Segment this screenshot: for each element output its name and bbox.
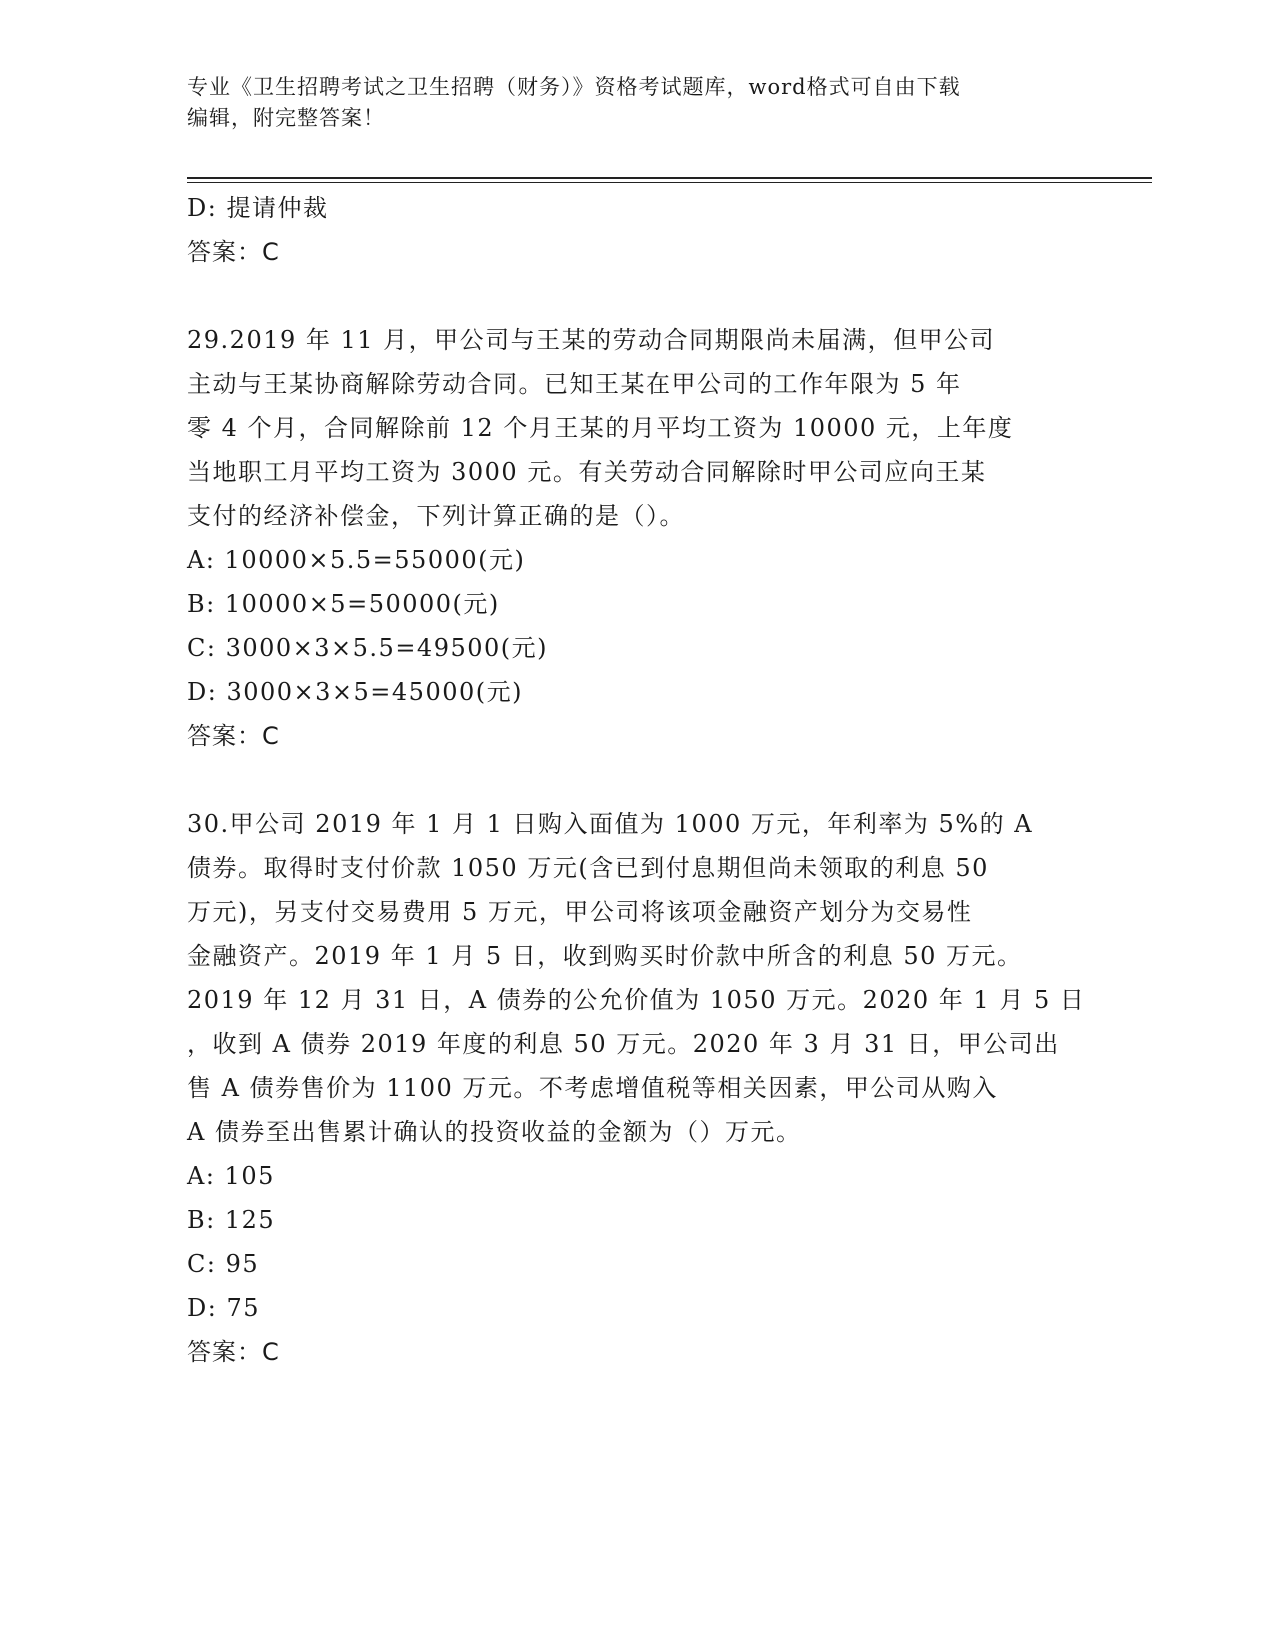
q30-answer: 答案：C [187,1338,280,1366]
q30-option-a: A: 105 [187,1162,275,1190]
q29-option-a: A: 10000×5.5=55000(元) [187,546,526,574]
q30-stem-line: 2019 年 12 月 31 日，A 债券的公允价值为 1050 万元。2020 年 1 月 5 日 [187,986,1086,1014]
document-header [187,72,1087,134]
header-divider-thin [187,182,1152,183]
q29-stem-line: 29.2019 年 11 月，甲公司与王某的劳动合同期限尚未届满，但甲公司 [187,326,996,354]
q30-stem-line: 万元)，另支付交易费用 5 万元，甲公司将该项金融资产划分为交易性 [187,898,973,926]
q29-answer: 答案：C [187,722,280,750]
q29-option-c: C: 3000×3×5.5=49500(元) [187,634,548,662]
q29-option-d: D: 3000×3×5=45000(元) [187,678,523,706]
header-line-1: 专业《卫生招聘考试之卫生招聘（财务）》资格考试题库，word格式可自由下载 [187,75,961,99]
q30-stem-line: ，收到 A 债券 2019 年度的利息 50 万元。2020 年 3 月 31 日，甲公司出 [187,1030,1060,1058]
q29-stem-line: 当地职工月平均工资为 3000 元。有关劳动合同解除时甲公司应向王某 [187,458,987,486]
q30-option-c: C: 95 [187,1250,260,1278]
q30-option-b: B: 125 [187,1206,276,1234]
q30-stem-line: 债券。取得时支付价款 1050 万元(含已到付息期但尚未领取的利息 50 [187,854,989,882]
header-line-2: 编辑，附完整答案！ [187,106,385,130]
prev-answer: 答案：C [187,238,280,266]
q30-stem-line: 金融资产。2019 年 1 月 5 日，收到购买时价款中所含的利息 50 万元。 [187,942,1023,970]
q29-stem-line: 零 4 个月，合同解除前 12 个月王某的月平均工资为 10000 元，上年度 [187,414,1014,442]
q29-option-b: B: 10000×5=50000(元) [187,590,500,618]
header-divider-thick [187,177,1152,179]
q30-stem-line: 30.甲公司 2019 年 1 月 1 日购入面值为 1000 万元，年利率为 5%的 A [187,810,1034,838]
q30-option-d: D: 75 [187,1294,260,1322]
q29-stem-line: 主动与王某协商解除劳动合同。已知王某在甲公司的工作年限为 5 年 [187,370,962,398]
q30-stem-line: A 债券至出售累计确认的投资收益的金额为（）万元。 [187,1118,802,1146]
prev-option-d: D: 提请仲裁 [187,194,329,222]
q29-stem-line: 支付的经济补偿金，下列计算正确的是（）。 [187,502,685,530]
q30-stem-line: 售 A 债券售价为 1100 万元。不考虑增值税等相关因素，甲公司从购入 [187,1074,998,1102]
